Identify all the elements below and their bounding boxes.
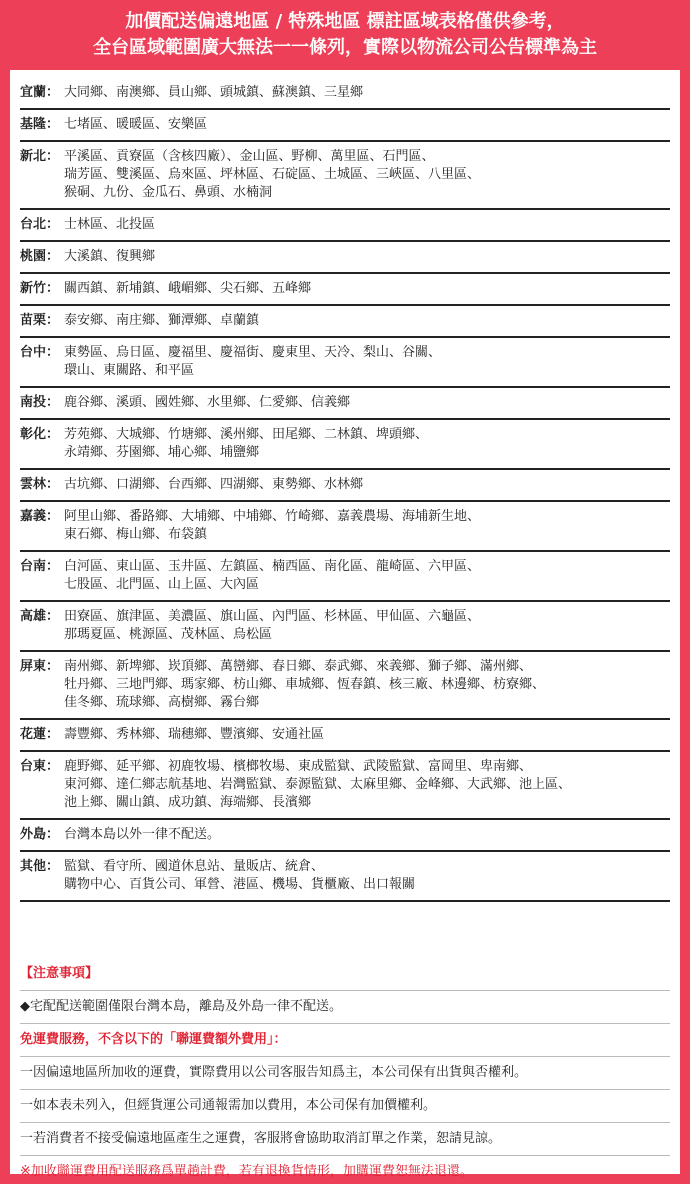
region-label: 新竹： xyxy=(20,281,60,296)
region-label: 屏東： xyxy=(20,659,60,674)
region-area-line: 瑞芳區、雙溪區、烏來區、坪林區、石碇區、土城區、三峽區、八里區、 xyxy=(64,167,481,182)
region-label: 嘉義： xyxy=(20,509,60,524)
region-areas xyxy=(64,116,670,134)
region-area-line: 鹿谷鄉、溪頭、國姓鄉、水里鄉、仁愛鄉、信義鄉 xyxy=(64,395,351,410)
region-label: 花蓮： xyxy=(20,727,60,742)
region-areas xyxy=(64,280,670,298)
region-area-line: 佳冬鄉、琉球鄉、高樹鄉、霧台鄉 xyxy=(64,695,260,710)
region-row xyxy=(20,110,670,142)
region-area-line: 猴硐、九份、金瓜石、鼻頭、水楠洞 xyxy=(64,185,273,200)
region-areas xyxy=(64,216,670,234)
region-area-line: 古坑鄉、口湖鄉、台西鄉、四湖鄉、東勢鄉、水林鄉 xyxy=(64,477,364,492)
region-area-line: 永靖鄉、芬園鄉、埔心鄉、埔鹽鄉 xyxy=(64,445,260,460)
note-item: 一若消費者不接受偏遠地區產生之運費，客服將會協助取消訂單之作業，恕請見諒。 xyxy=(20,1123,670,1156)
region-area-line: 鹿野鄉、延平鄉、初鹿牧場、檳榔牧場、東成監獄、武陵監獄、富岡里、卑南鄉、 xyxy=(64,759,533,774)
region-row xyxy=(20,420,670,470)
region-row xyxy=(20,602,670,652)
region-areas xyxy=(64,394,670,412)
region-label: 苗栗： xyxy=(20,313,60,328)
region-areas xyxy=(64,658,670,712)
region-row xyxy=(20,652,670,720)
region-area-line: 環山、東關路、和平區 xyxy=(64,363,195,378)
region-areas xyxy=(64,608,670,644)
note-item: ◆宅配配送範圍僅限台灣本島，離島及外島一律不配送。 xyxy=(20,991,670,1024)
region-area-line: 東石鄉、梅山鄉、布袋鎮 xyxy=(64,527,208,542)
note-item: 一如本表未列入，但經貨運公司通報需加以費用，本公司保有加價權利。 xyxy=(20,1090,670,1123)
region-area-line: 牡丹鄉、三地門鄉、瑪家鄉、枋山鄉、車城鄉、恆春鎮、核三廠、林邊鄉、枋寮鄉、 xyxy=(64,677,546,692)
region-areas xyxy=(64,148,670,202)
region-area-line: 芳苑鄉、大城鄉、竹塘鄉、溪州鄉、田尾鄉、二林鎮、埤頭鄉、 xyxy=(64,427,429,442)
region-row xyxy=(20,142,670,210)
region-area-line: 七股區、北門區、山上區、大內區 xyxy=(64,577,260,592)
note-item: ※加收聯運費用配送服務爲單趟計費，若有退換貨情形，加購運費恕無法退還。 xyxy=(20,1164,473,1179)
region-row xyxy=(20,852,670,902)
region-row xyxy=(20,242,670,274)
region-row xyxy=(20,78,670,110)
region-row xyxy=(20,502,670,552)
region-area-line: 士林區、北投區 xyxy=(64,217,156,232)
region-area-line: 田寮區、旗津區、美濃區、旗山區、內門區、杉林區、甲仙區、六龜區、 xyxy=(64,609,481,624)
region-table-panel xyxy=(10,70,680,1179)
region-areas xyxy=(64,726,670,744)
region-label: 高雄： xyxy=(20,609,60,624)
region-row xyxy=(20,820,670,852)
region-label: 台北： xyxy=(20,217,60,232)
region-area-line: 大溪鎮、復興鄉 xyxy=(64,249,156,264)
region-label: 其他： xyxy=(20,859,60,874)
region-areas xyxy=(64,248,670,266)
region-area-line: 那瑪夏區、桃源區、茂林區、烏松區 xyxy=(64,627,273,642)
region-areas xyxy=(64,476,670,494)
notes-section xyxy=(20,958,670,1184)
region-row xyxy=(20,210,670,242)
region-area-line: 平溪區、貢寮區（含核四廠）、金山區、野柳、萬里區、石門區、 xyxy=(64,149,435,164)
region-area-line: 南州鄉、新埤鄉、崁頂鄉、萬巒鄉、春日鄉、泰武鄉、來義鄉、獅子鄉、滿州鄉、 xyxy=(64,659,533,674)
note-item: 免運費服務，不含以下的「聯運費額外費用」： xyxy=(20,1024,670,1057)
region-area-line: 壽豐鄉、秀林鄉、瑞穗鄉、豐濱鄉、安通社區 xyxy=(64,727,325,742)
region-row xyxy=(20,388,670,420)
header-line-1: 加價配送偏遠地區 / 特殊地區 標註區域表格僅供參考， xyxy=(125,11,565,32)
region-area-line: 白河區、東山區、玉井區、左鎮區、楠西區、南化區、龍崎區、六甲區、 xyxy=(64,559,481,574)
region-area-line: 東勢區、烏日區、慶福里、慶福街、慶東里、天冷、梨山、谷關、 xyxy=(64,345,442,360)
region-label: 新北： xyxy=(20,149,60,164)
region-areas xyxy=(64,312,670,330)
region-area-line: 池上鄉、關山鎮、成功鎮、海端鄉、長濱鄉 xyxy=(64,795,312,810)
region-area-line: 阿里山鄉、番路鄉、大埔鄉、中埔鄉、竹崎鄉、嘉義農場、海埔新生地、 xyxy=(64,509,481,524)
region-label: 桃園： xyxy=(20,249,60,264)
region-label: 雲林： xyxy=(20,477,60,492)
region-row xyxy=(20,274,670,306)
note-item: 一因偏遠地區所加收的運費，實際費用以公司客服告知爲主，本公司保有出貨與否權利。 xyxy=(20,1057,670,1090)
region-row xyxy=(20,338,670,388)
region-area-line: 監獄、看守所、國道休息站、量販店、統倉、 xyxy=(64,859,325,874)
region-area-line: 大同鄉、南澳鄉、員山鄉、頭城鎮、蘇澳鎮、三星鄉 xyxy=(64,85,364,100)
region-areas xyxy=(64,826,670,844)
region-area-line: 台灣本島以外一律不配送。 xyxy=(64,827,221,842)
region-label: 台東： xyxy=(20,759,60,774)
region-areas xyxy=(64,758,670,812)
region-label: 台中： xyxy=(20,345,60,360)
region-areas xyxy=(64,508,670,544)
region-areas xyxy=(64,84,670,102)
region-area-line: 東河鄉、達仁鄉志航基地、岩灣監獄、泰源監獄、太麻里鄉、金峰鄉、大武鄉、池上區、 xyxy=(64,777,572,792)
region-label: 台南： xyxy=(20,559,60,574)
region-row xyxy=(20,720,670,752)
region-area-line: 七堵區、暖暖區、安樂區 xyxy=(64,117,208,132)
region-label: 外島： xyxy=(20,827,60,842)
region-row xyxy=(20,470,670,502)
region-label: 彰化： xyxy=(20,427,60,442)
region-areas xyxy=(64,344,670,380)
region-areas xyxy=(64,558,670,594)
page-header xyxy=(0,0,690,70)
region-label: 宜蘭： xyxy=(20,85,60,100)
region-area-line: 泰安鄉、南庄鄉、獅潭鄉、卓蘭鎮 xyxy=(64,313,260,328)
region-label: 基隆： xyxy=(20,117,60,132)
region-area-line: 關西鎮、新埔鎮、峨嵋鄉、尖石鄉、五峰鄉 xyxy=(64,281,312,296)
region-areas xyxy=(64,858,670,894)
region-row xyxy=(20,306,670,338)
header-line-2: 全台區域範圍廣大無法一一條列，實際以物流公司公告標準為主 xyxy=(93,37,597,58)
region-label: 南投： xyxy=(20,395,60,410)
notes-heading: 【注意事項】 xyxy=(20,958,670,991)
region-row xyxy=(20,552,670,602)
region-row xyxy=(20,752,670,820)
region-area-line: 購物中心、百貨公司、軍營、港區、機場、貨櫃廠、出口報關 xyxy=(64,877,416,892)
region-table xyxy=(20,78,670,902)
region-areas xyxy=(64,426,670,462)
